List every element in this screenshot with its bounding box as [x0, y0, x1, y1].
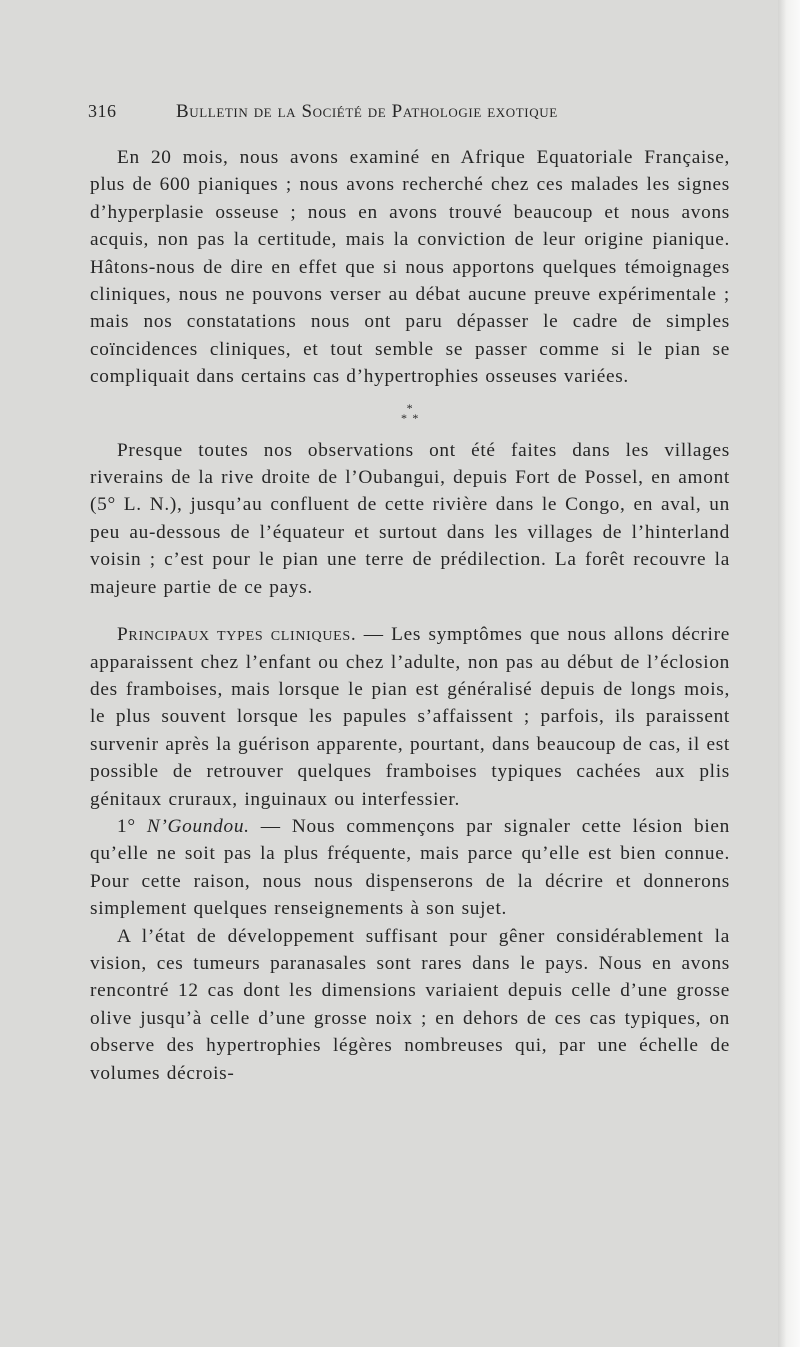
section-separator [90, 391, 730, 437]
page-header [88, 101, 728, 127]
page-edge [778, 0, 800, 1347]
paragraph-gap [90, 601, 730, 621]
paragraph-1: En 20 mois, nous avons examiné en Afrique Equatoriale Française, plus de 600 pianiques ; nous avons recherché chez ces malades les signes d’hyperplasie osseuse ; nous en avons trouvé beaucoup et nous avons acquis, non pas la certitude, mais la conviction de leur origine pianique. Hâtons-nous de dire en effet que si nous apportons quelques témoignages cliniques, nous ne pouvons verser au débat aucune preuve expérimentale ; mais nos constatations nous ont paru dépasser le cadre de simples coïncidences cliniques, et tout semble se passer comme si le pian se compliquait dans certains cas d’hypertrophies osseuses variées. [90, 147, 730, 388]
asterism-top: * [406, 400, 414, 415]
page-number: 316 [88, 101, 117, 121]
item-number: 1° [117, 815, 147, 837]
running-head: Bulletin de la Société de Pathologie exotique [176, 101, 558, 122]
paragraph-4 [90, 813, 730, 923]
section-heading-clinical-types: Principaux types cliniques. [117, 624, 357, 646]
paragraph-4-text: — Nous commençons par signaler cette lésion bien qu’elle ne soit pas la plus fréquente, mais parce qu’elle est bien connue. Pour cette raison, nous nous dispenserons de la décrire et donnerons simplement quelques renseignements à son sujet. [90, 815, 730, 920]
paragraph-5: A l’état de développement suffisant pour gêner considérablement la vision, ces tumeurs paranasales sont rares dans le pays. Nous en avons rencontré 12 cas dont les dimensions variaient depuis celle d’une grosse olive jusqu’à celle d’une grosse noix ; en dehors de ces cas typiques, on observe des hypertrophies légères nombreuses qui, par une échelle de volumes décrois- [90, 925, 730, 1084]
subsection-heading-ngoundou: N’Goundou. [146, 815, 250, 837]
paragraph-3-text: — Les symptômes que nous allons décrire apparaissent chez l’enfant ou chez l’adulte, non pas au début de l’éclosion des framboises, mais lorsque le pian est généralisé depuis de longs mois, le plus souvent lorsque les papules s’affaissent ; parfois, ils paraissent survenir après la guérison apparente, pourtant, dans beaucoup de cas, il est possible de retrouver quelques framboises typiques cachées aux plis génitaux cruraux, inguinaux ou interfessier. [90, 624, 730, 810]
asterism-bottom: * * [400, 410, 420, 425]
paragraph-2: Presque toutes nos observations ont été faites dans les villages riverains de la rive droite de l’Oubangui, depuis Fort de Possel, en amont (5° L. N.), jusqu’au confluent de cette rivière dans le Congo, en aval, un peu au-dessous de l’équateur et surtout dans les villages de l’hinterland voisin ; c’est pour le pian une terre de prédilection. La forêt recouvre la majeure partie de ce pays. [90, 439, 730, 598]
body-text [90, 144, 730, 1087]
paragraph-3 [90, 621, 730, 813]
